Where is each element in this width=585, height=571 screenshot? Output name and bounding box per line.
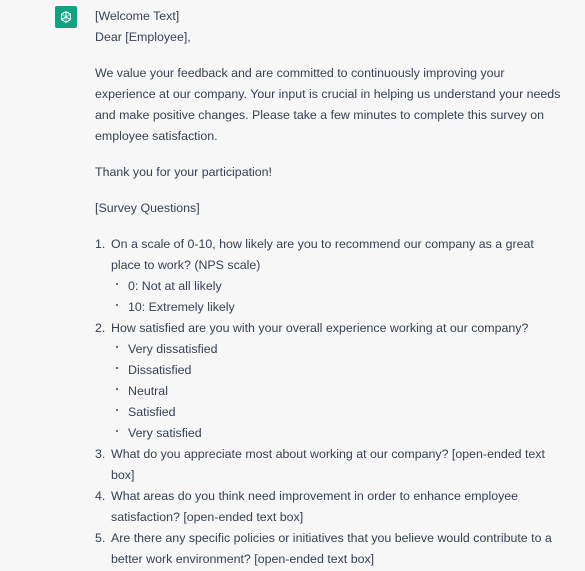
answer-option: Dissatisfied (111, 360, 565, 381)
question-item (95, 528, 565, 570)
question-item (95, 234, 565, 318)
bullet-icon (116, 283, 118, 285)
question-number: 4. (95, 489, 106, 503)
question-item (95, 486, 565, 528)
question-text: How satisfied are you with your overall experience working at our company? (111, 321, 529, 335)
bullet-icon (116, 346, 118, 348)
answer-option: Very dissatisfied (111, 339, 565, 360)
bullet-icon (116, 367, 118, 369)
answer-option: 0: Not at all likely (111, 276, 565, 297)
assistant-avatar (55, 6, 77, 28)
assistant-message (95, 6, 565, 570)
openai-logo-icon (58, 9, 74, 25)
question-text: What areas do you think need improvement in order to enhance employee satisfaction? [open-ended text box] (111, 489, 519, 524)
welcome-heading: [Welcome Text] (95, 9, 180, 23)
question-number: 2. (95, 321, 106, 335)
intro-paragraph: We value your feedback and are committed to continuously improving your experience at our company. Your input is crucial in helping us understand your needs and make positive changes. Please take a few minutes to complete this survey on employee satisfaction. (95, 66, 561, 143)
question-text: Are there any specific policies or initiatives that you believe would contribute to a better work environment? [open-ended text box] (111, 531, 552, 566)
answer-option: Neutral (111, 381, 565, 402)
survey-questions-list (95, 234, 565, 570)
bullet-icon (116, 430, 118, 432)
answer-option: Very satisfied (111, 423, 565, 444)
question-item (95, 318, 565, 444)
answer-option: 10: Extremely likely (111, 297, 565, 318)
question-item (95, 444, 565, 486)
question-number: 5. (95, 531, 106, 545)
question-number: 1. (95, 237, 106, 251)
thanks-paragraph: Thank you for your participation! (95, 165, 273, 179)
answer-options (111, 339, 565, 444)
question-text: On a scale of 0-10, how likely are you to recommend our company as a great place to work? (NPS scale) (111, 237, 534, 272)
answer-option: Satisfied (111, 402, 565, 423)
bullet-icon (116, 304, 118, 306)
bullet-icon (116, 388, 118, 390)
answer-options (111, 276, 565, 318)
question-text: What do you appreciate most about working at our company? [open-ended text box] (111, 447, 545, 482)
questions-heading: [Survey Questions] (95, 201, 200, 215)
question-number: 3. (95, 447, 106, 461)
greeting: Dear [Employee], (95, 30, 191, 44)
bullet-icon (116, 409, 118, 411)
